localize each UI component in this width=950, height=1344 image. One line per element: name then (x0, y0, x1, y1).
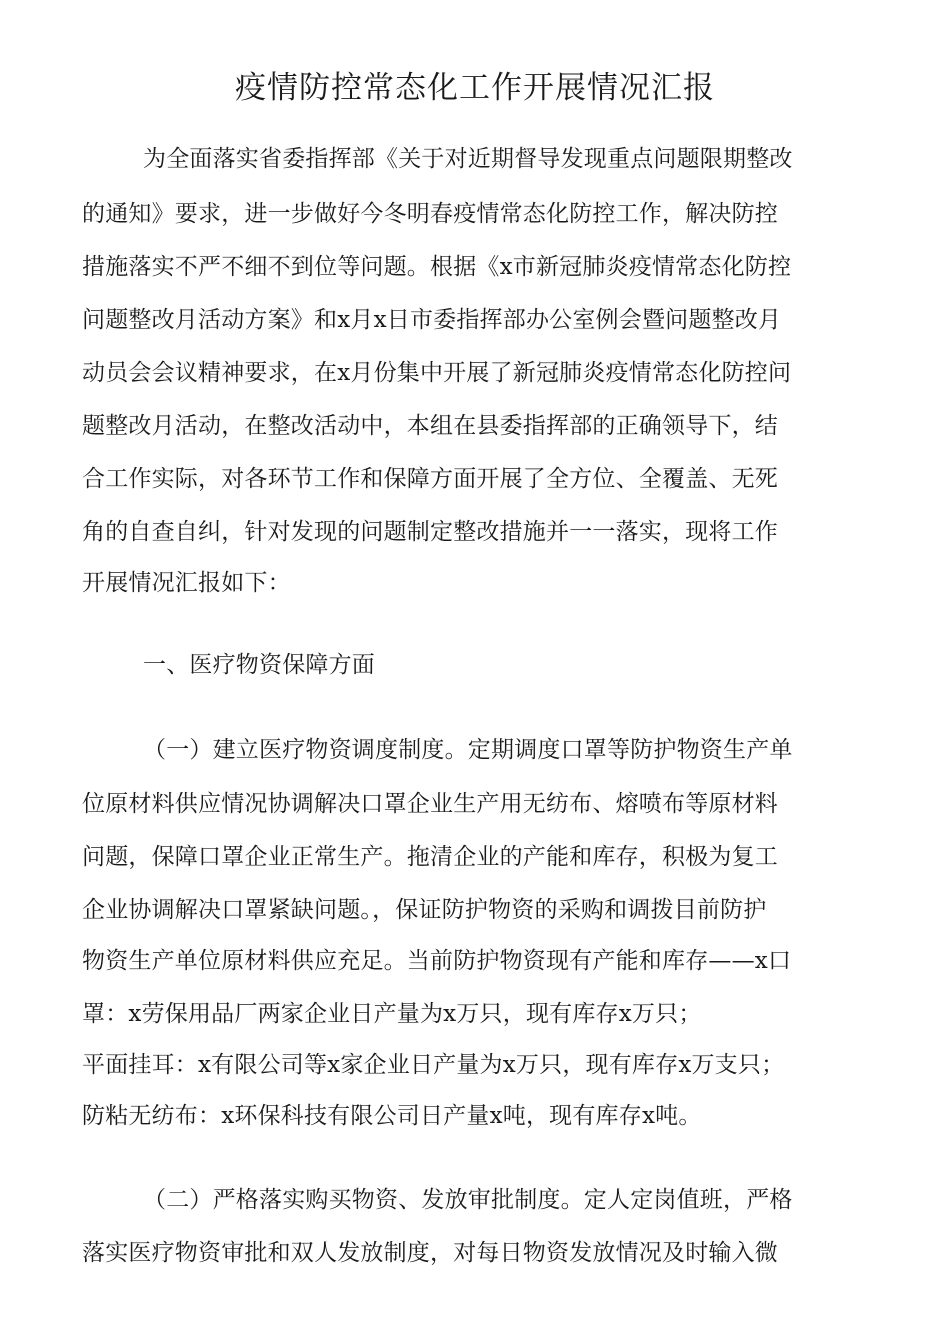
paragraph-1-line-8: 防粘无纺布：x环保科技有限公司日产量x吨，现有库存x吨。 (82, 1103, 702, 1129)
intro-line-5: 动员会会议精神要求，在x月份集中开展了新冠肺炎疫情常态化防控问 (82, 360, 792, 386)
intro-line-8: 角的自查自纠，针对发现的问题制定整改措施并一一落实，现将工作 (82, 519, 778, 545)
paragraph-1-line-2: 位原材料供应情况协调解决口罩企业生产用无纺布、熔喷布等原材料 (82, 791, 778, 817)
paragraph-1-line-5: 物资生产单位原材料供应充足。当前防护物资现有产能和库存——x口 (82, 948, 792, 974)
intro-line-4: 问题整改月活动方案》和x月x日市委指挥部办公室例会暨问题整改月 (82, 307, 782, 333)
paragraph-1-line-4: 企业协调解决口罩紧缺问题。，保证防护物资的采购和调拨目前防护 (82, 897, 767, 923)
intro-line-7: 合工作实际，对各环节工作和保障方面开展了全方位、全覆盖、无死 (82, 466, 778, 492)
document-title: 疫情防控常态化工作开展情况汇报 (235, 70, 715, 106)
paragraph-1-line-1: （一）建立医疗物资调度制度。定期调度口罩等防护物资生产单 (143, 737, 793, 763)
paragraph-1-line-6: 罩：x劳保用品厂两家企业日产量为x万只，现有库存x万只； (82, 1001, 702, 1027)
intro-line-2: 的通知》要求，进一步做好今冬明春疫情常态化防控工作，解决防控 (82, 201, 778, 227)
paragraph-2-line-1: （二）严格落实购买物资、发放审批制度。定人定岗值班，严格 (143, 1187, 793, 1213)
intro-line-3: 措施落实不严不细不到位等问题。根据《x市新冠肺炎疫情常态化防控 (82, 254, 792, 280)
intro-line-1: 为全面落实省委指挥部《关于对近期督导发现重点问题限期整改 (143, 146, 793, 172)
paragraph-1-line-3: 问题，保障口罩企业正常生产。拖清企业的产能和库存，积极为复工 (82, 844, 778, 870)
paragraph-1-line-7: 平面挂耳：x有限公司等x家企业日产量为x万只，现有库存x万支只； (82, 1052, 785, 1078)
paragraph-2-line-2: 落实医疗物资审批和双人发放制度，对每日物资发放情况及时输入微 (82, 1240, 778, 1266)
section-1-heading: 一、医疗物资保障方面 (143, 652, 375, 678)
intro-line-6: 题整改月活动，在整改活动中，本组在县委指挥部的正确领导下，结 (82, 413, 778, 439)
intro-line-9: 开展情况汇报如下： (82, 570, 291, 596)
